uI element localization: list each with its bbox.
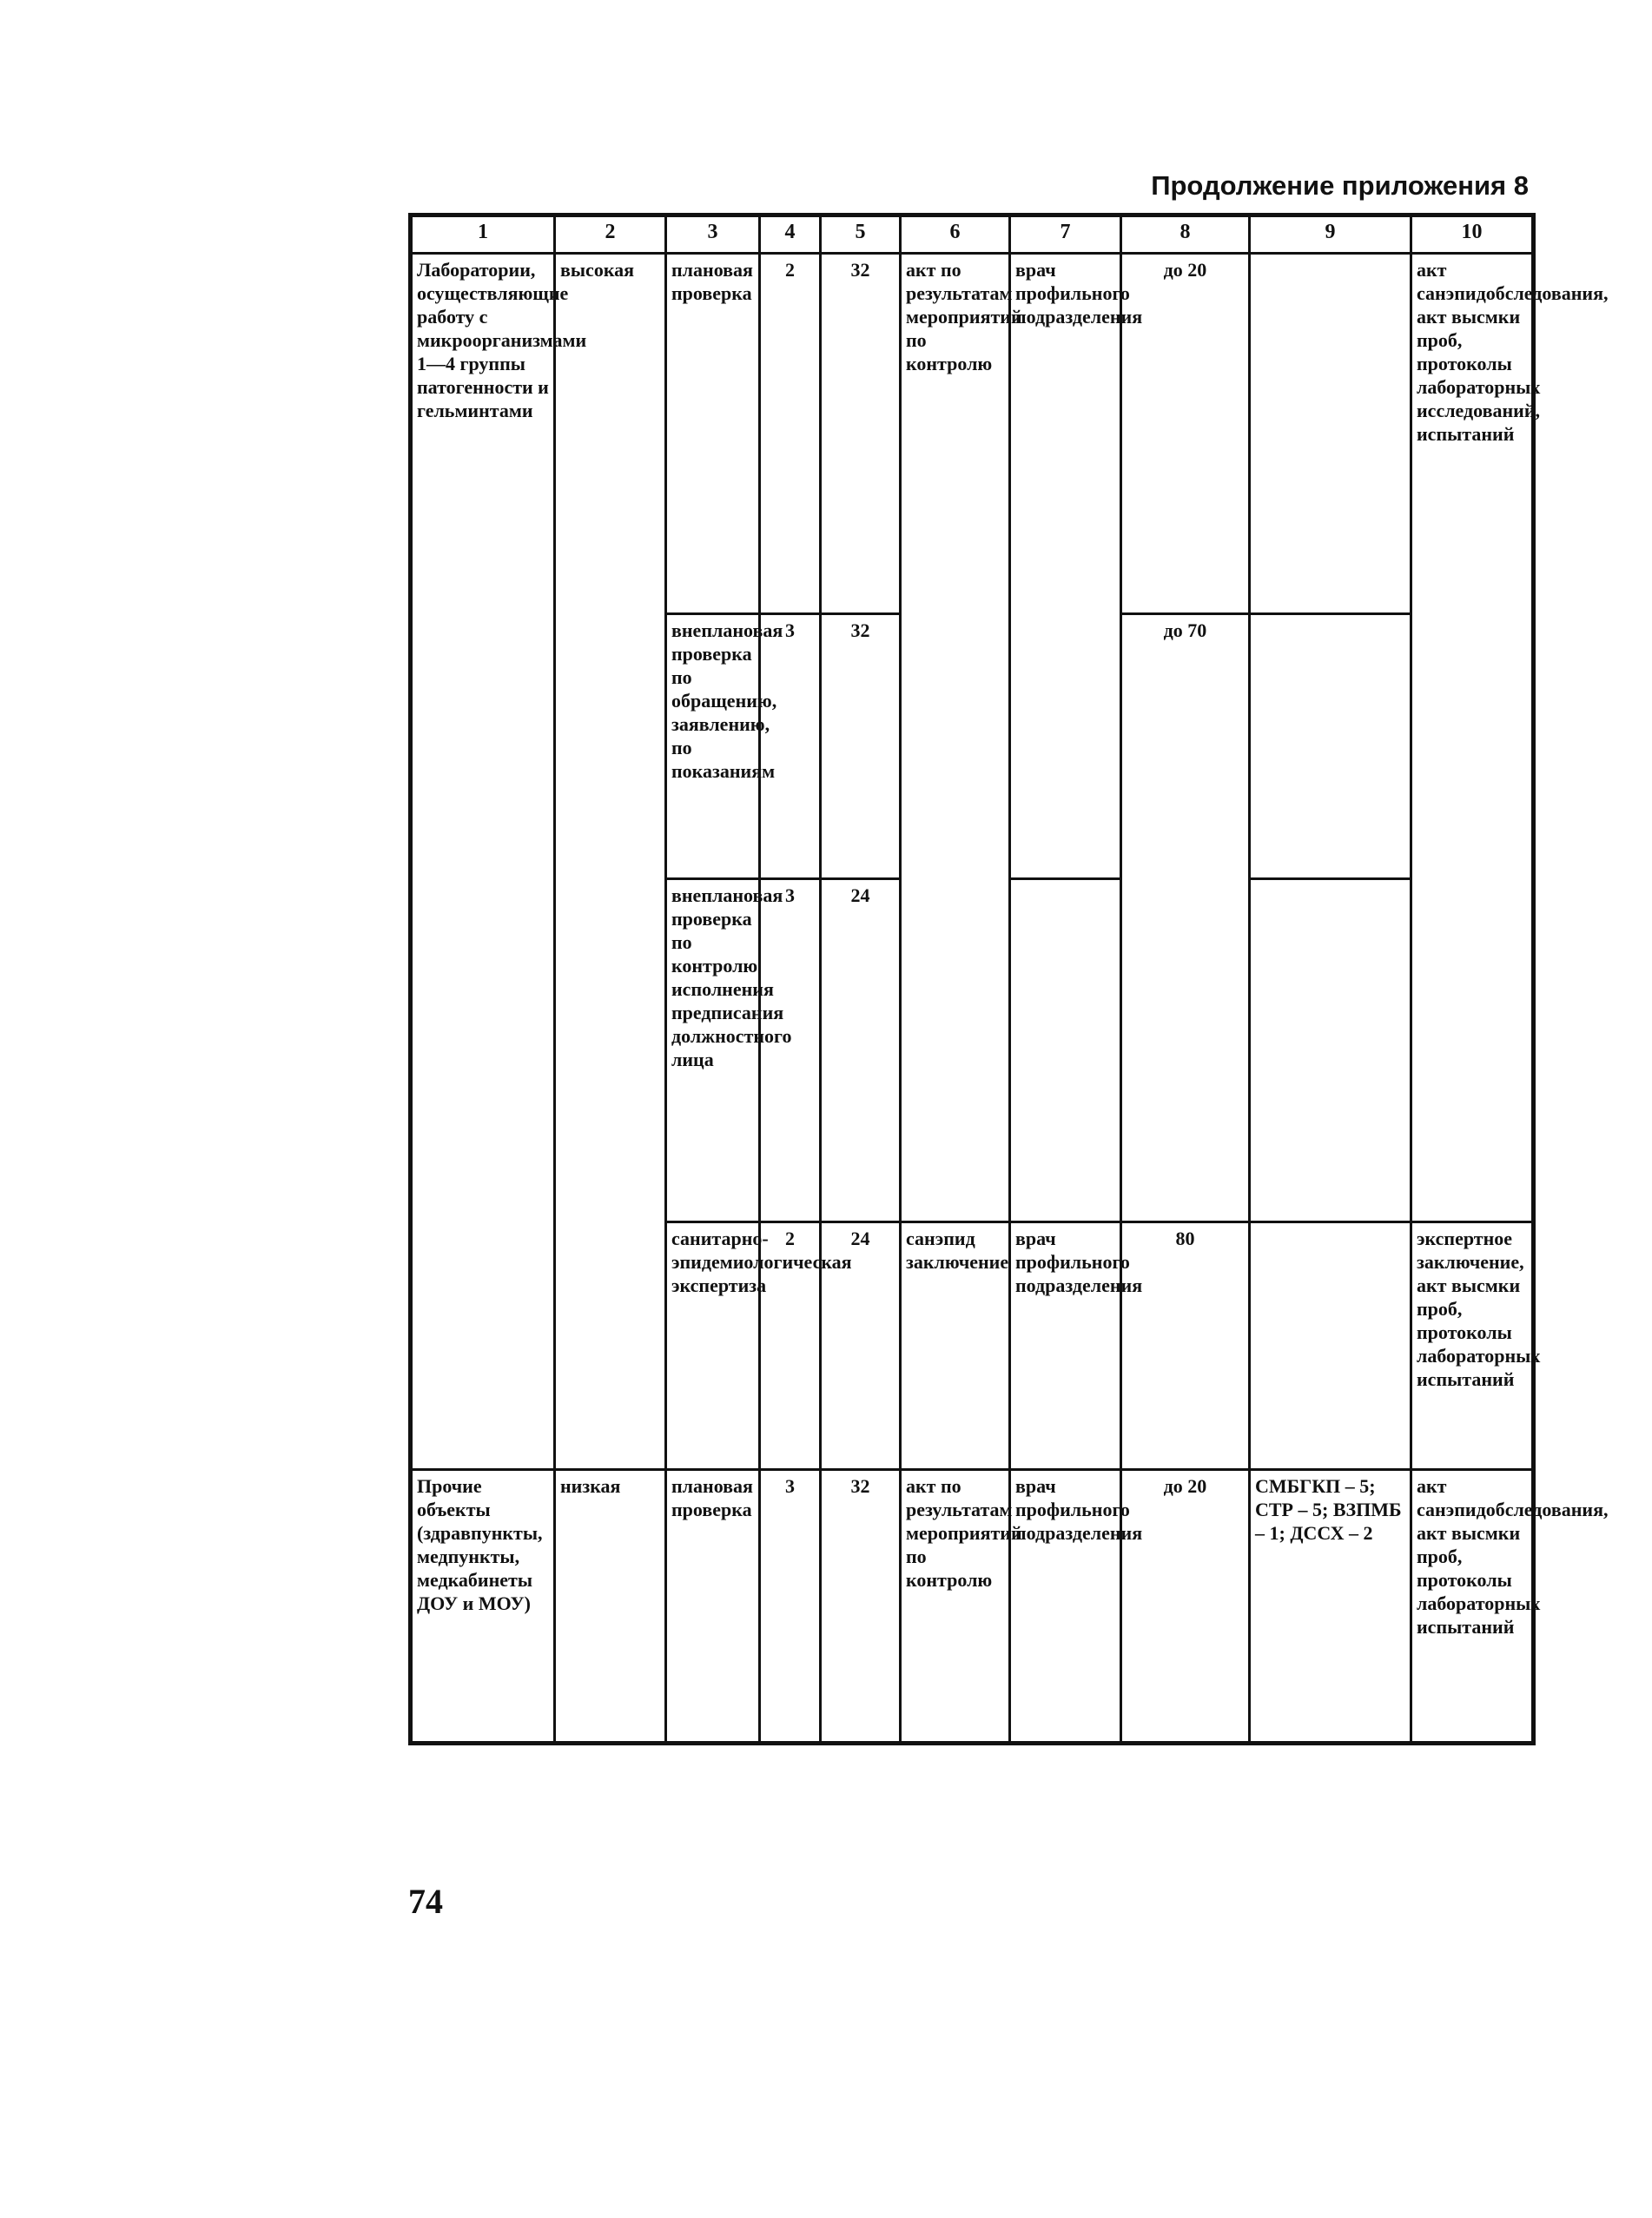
check-type-cell: внеплановая проверка по обращению, заявлению, по показаниям — [666, 614, 760, 879]
header-cell: 2 — [555, 215, 666, 254]
check-type-cell: плановая проверка — [666, 254, 760, 614]
check-type-cell: санитарно-эпидемиологическая экспертиза — [666, 1222, 760, 1470]
table-cell: 2 — [760, 254, 821, 614]
page-number: 74 — [408, 1882, 443, 1921]
header-cell: 9 — [1250, 215, 1411, 254]
table-row — [411, 1470, 1534, 1744]
table-cell: 3 — [760, 1470, 821, 1744]
document-cell: акт по результатам мероприятий по контролю — [901, 254, 1010, 1222]
header-row — [411, 215, 1534, 254]
table-cell: до 20 — [1121, 254, 1250, 614]
table-cell: 2 — [760, 1222, 821, 1470]
document-cell: акт по результатам мероприятий по контролю — [901, 1470, 1010, 1744]
object-cell: Лаборатории, осуществляющие работу с микроорганизмами 1—4 группы патогенности и гельминтами — [411, 254, 555, 1470]
table-row — [411, 254, 1534, 614]
inspection-table — [408, 213, 1609, 1745]
object-cell: Прочие объекты (здравпункты, медпункты, медкабинеты ДОУ и МОУ) — [411, 1470, 555, 1744]
table-cell: 24 — [821, 879, 901, 1222]
result-document-cell: акт санэпидобследования, акт высмки проб, протоколы лабораторных исследований, испытаний — [1411, 254, 1534, 1222]
table-cell: до 20 — [1121, 1470, 1250, 1744]
table-cell: 32 — [821, 614, 901, 879]
table-cell: СМБГКП – 5; СТР – 5; ВЗПМБ – 1; ДССХ – 2 — [1250, 1470, 1411, 1744]
performer-cell: врач профильного подразделения — [1010, 254, 1121, 879]
header-cell: 6 — [901, 215, 1010, 254]
table-cell — [1250, 879, 1411, 1222]
performer-cell — [1010, 879, 1121, 1222]
performer-cell: врач профильного подразделения — [1010, 1470, 1121, 1744]
table-cell — [1250, 614, 1411, 879]
table-cell: 32 — [821, 1470, 901, 1744]
result-document-cell: экспертное заключение, акт высмки проб, протоколы лабораторных испытаний — [1411, 1222, 1534, 1470]
header-cell: 5 — [821, 215, 901, 254]
header-cell: 3 — [666, 215, 760, 254]
document-cell: санэпид заключение — [901, 1222, 1010, 1470]
table-cell: 32 — [821, 254, 901, 614]
risk-cell: низкая — [555, 1470, 666, 1744]
result-document-cell: акт санэпидобследования, акт высмки проб, протоколы лабораторных испытаний — [1411, 1470, 1534, 1744]
table-cell — [1250, 1222, 1411, 1470]
check-type-cell: внеплановая проверка по контролю исполнения предписания должностного лица — [666, 879, 760, 1222]
table-cell: 3 — [760, 614, 821, 879]
table-cell: 80 — [1121, 1222, 1250, 1470]
table-cell: 3 — [760, 879, 821, 1222]
risk-cell: высокая — [555, 254, 666, 1470]
table-cell — [1250, 254, 1411, 614]
header-cell: 4 — [760, 215, 821, 254]
check-type-cell: плановая проверка — [666, 1470, 760, 1744]
performer-cell: врач профильного подразделения — [1010, 1222, 1121, 1470]
header-cell: 1 — [411, 215, 555, 254]
header-cell: 10 — [1411, 215, 1534, 254]
continuation-title: Продолжение приложения 8 — [1151, 170, 1529, 201]
header-cell: 7 — [1010, 215, 1121, 254]
table-cell: 24 — [821, 1222, 901, 1470]
table-cell: до 70 — [1121, 614, 1250, 1222]
header-cell: 8 — [1121, 215, 1250, 254]
